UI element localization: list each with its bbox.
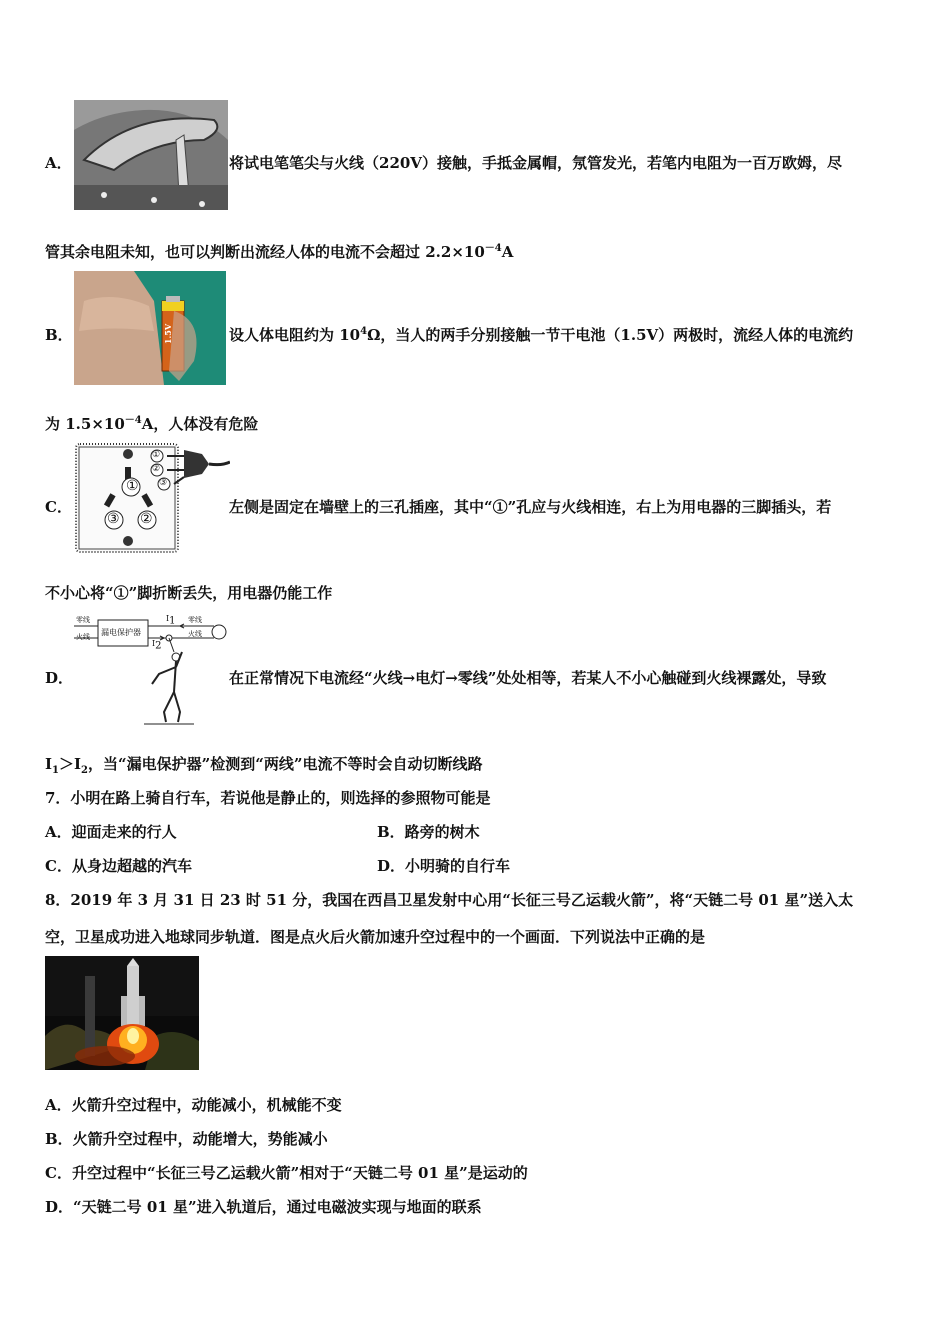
option-b-line2-rest: A，人体没有危险	[141, 415, 259, 433]
q8-option-b: B．火箭升空过程中，动能增大，势能减小	[45, 1130, 328, 1148]
plug-pin-2-label: ②	[152, 464, 161, 474]
plug-pin-3-label: ③	[159, 478, 168, 488]
q7-option-d: D．小明骑的自行车	[377, 857, 511, 875]
option-b-line1	[229, 324, 853, 345]
option-d-sub1: 1	[52, 765, 59, 776]
option-d-i: I	[45, 755, 53, 773]
plug-pin-1-label: ①	[152, 450, 161, 460]
option-a-line2-text: 管其余电阻未知，也可以判断出流经人体的电流不会超过 2.2×10	[45, 243, 485, 261]
option-a-unit: A	[501, 243, 514, 261]
rocket-launch-photo	[45, 956, 199, 1070]
option-b-line2-exponent: －4	[124, 415, 142, 426]
option-a-label: A．	[45, 154, 72, 172]
option-c-line1: 左侧是固定在墙壁上的三孔插座，其中“①”孔应与火线相连，右上为用电器的三脚插头，若	[229, 498, 832, 516]
option-d-line2-rest: ，当“漏电保护器”检测到“两线”电流不等时会自动切断线路	[88, 755, 483, 773]
option-b-line1-rest: Ω，当人的两手分别接触一节干电池（1.5V）两极时，流经人体的电流约	[367, 326, 854, 344]
q8-option-d: D．“天链二号 01 星”进入轨道后，通过电磁波实现与地面的联系	[45, 1198, 482, 1216]
option-d-line1: 在正常情况下电流经“火线→电灯→零线”处处相等，若某人不小心触碰到火线裸露处，导致	[229, 669, 827, 687]
q7-stem: 7．小明在路上骑自行车，若说他是静止的，则选择的参照物可能是	[45, 789, 491, 807]
option-d-line2	[45, 753, 483, 776]
socket-hole-3-label: ③	[107, 511, 120, 527]
socket-diagram	[74, 442, 230, 554]
option-d-gt: ＞I	[59, 755, 82, 773]
i2-letter: I	[152, 639, 156, 648]
protector-label: 漏电保护器	[101, 628, 141, 637]
q7-option-b: B．路旁的树木	[377, 823, 480, 841]
socket-hole-2-label: ②	[140, 511, 153, 527]
leakage-protector-diagram	[74, 612, 234, 730]
fire-line-left-label: 火线	[76, 633, 90, 641]
zero-line-right-label: 零线	[188, 616, 202, 624]
battery-label: 1.5V	[163, 323, 174, 345]
option-c-line2: 不小心将“①”脚折断丢失，用电器仍能工作	[45, 584, 333, 602]
option-b-line2	[45, 411, 258, 434]
i1-label: $I_1$	[166, 614, 176, 627]
q8-option-c: C．升空过程中“长征三号乙运载火箭”相对于“天链二号 01 星”是运动的	[45, 1164, 528, 1182]
test-pen-photo	[74, 100, 228, 210]
q8-stem-line1: 8．2019 年 3 月 31 日 23 时 51 分，我国在西昌卫星发射中心用“长征三号乙运载火箭”，将“天链二号 01 星”送入太	[45, 891, 854, 909]
option-c-label: C．	[45, 498, 72, 516]
fire-line-right-label: 火线	[188, 630, 202, 638]
option-a-line2	[45, 239, 513, 262]
option-a-line1: 将试电笔笔尖与火线（220V）接触，手抵金属帽，氖管发光，若笔内电阻为一百万欧姆，尽	[229, 154, 842, 172]
socket-hole-1-label: ①	[126, 478, 139, 494]
battery-photo	[74, 271, 226, 385]
q7-option-a: A．迎面走来的行人	[45, 823, 177, 841]
q8-stem-line2: 空，卫星成功进入地球同步轨道．图是点火后火箭加速升空过程中的一个画面．下列说法中正确的是	[45, 928, 706, 946]
option-d-label: D．	[45, 669, 74, 687]
q7-option-c: C．从身边超越的汽车	[45, 857, 192, 875]
option-b-line2-text: 为 1.5×10	[45, 415, 125, 433]
option-d-sub2: 2	[81, 765, 88, 776]
option-a-exponent: －4	[484, 243, 502, 254]
zero-line-left-label: 零线	[76, 616, 90, 624]
i1-letter: I	[166, 614, 170, 623]
q8-option-a: A．火箭升空过程中，动能减小，机械能不变	[45, 1096, 342, 1114]
option-b-exponent: 4	[360, 326, 368, 337]
option-b-label: B．	[45, 326, 73, 344]
option-b-line1-text: 设人体电阻约为 10	[229, 326, 361, 344]
i2-label: $I_2$	[152, 639, 162, 652]
